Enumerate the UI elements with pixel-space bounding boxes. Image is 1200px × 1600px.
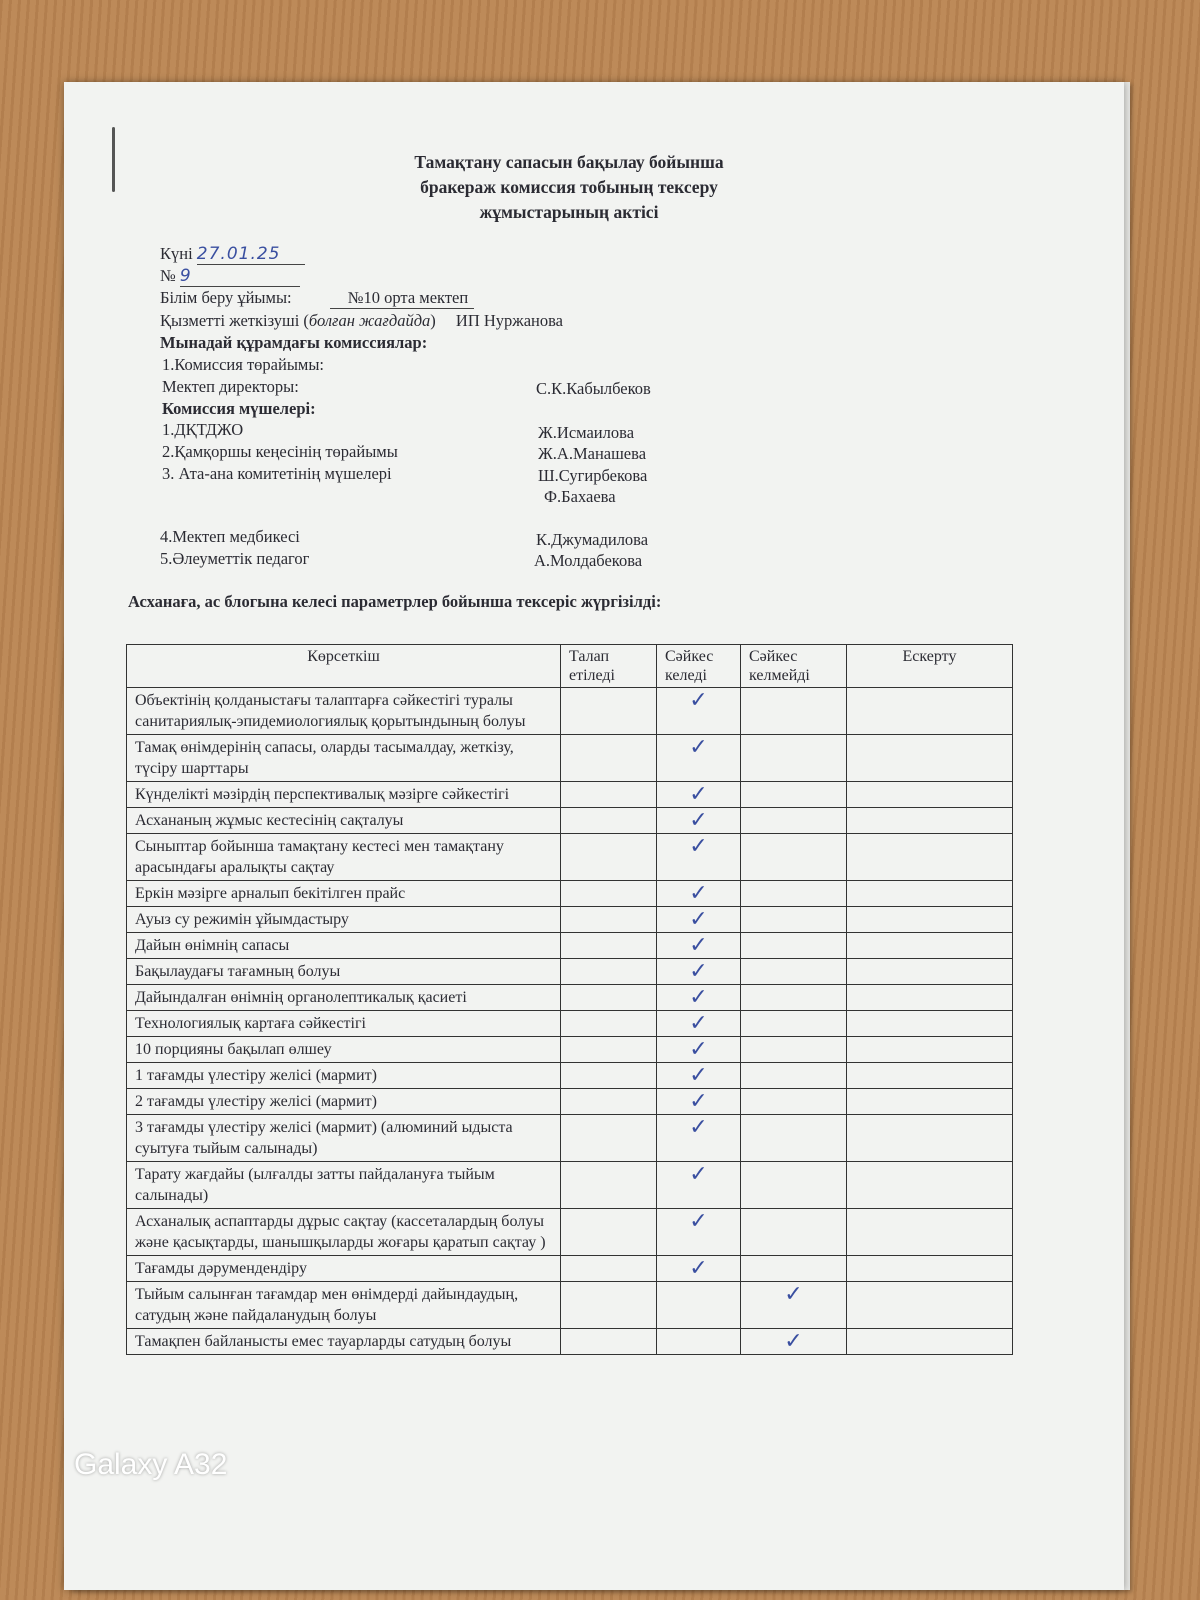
title-line-3: жұмыстарының актісі [479,202,659,222]
note-cell [847,1011,1013,1037]
note-cell [847,808,1013,834]
complies-cell: ✓ [657,1063,741,1089]
complies-cell: ✓ [657,907,741,933]
director-name: С.К.Кабылбеков [536,379,651,398]
indicator-cell: Дайын өнімнің сапасы [127,933,561,959]
not-complies-cell [741,985,847,1011]
date-line [160,244,305,265]
note-cell [847,1115,1013,1162]
table-row [127,688,1013,735]
not-complies-cell [741,1256,847,1282]
header-complies: Сәйкес келеді [657,645,741,688]
required-cell [561,985,657,1011]
required-cell [561,735,657,782]
required-cell [561,1115,657,1162]
document-title [64,150,1074,225]
org-label: Білім беру ұйымы: [160,288,292,307]
header-not-complies: Сәйкес келмейді [741,645,847,688]
note-cell [847,1282,1013,1329]
indicator-cell: 10 порцияны бақылап өлшеу [127,1037,561,1063]
table-row [127,1209,1013,1256]
note-cell [847,907,1013,933]
indicator-cell: Еркін мәзірге арналып бекітілген прайс [127,881,561,907]
complies-cell: ✓ [657,688,741,735]
table-header-row [127,645,1013,688]
not-complies-cell [741,782,847,808]
complies-cell: ✓ [657,1209,741,1256]
table-row [127,933,1013,959]
indicator-cell: Дайындалған өнімнің органолептикалық қасиеті [127,985,561,1011]
table-row [127,985,1013,1011]
camera-watermark: Galaxy A32 [74,1448,228,1481]
header-indicator: Көрсеткіш [127,645,561,688]
not-complies-cell [741,1063,847,1089]
table-row [127,907,1013,933]
not-complies-cell [741,907,847,933]
member-role-2: 2.Қамқоршы кеңесінің төрайымы [162,442,398,461]
indicator-cell: Объектінің қолданыстағы талаптарға сәйкестігі туралы санитариялық-эпидемиологиялық қорытындының болуы [127,688,561,735]
supplier-label-italic: болған жағдайда [308,311,431,330]
table-row [127,1089,1013,1115]
inspection-heading: Асханаға, ас блогына келесі параметрлер бойынша тексеріс жүргізілді: [128,592,662,611]
complies-cell: ✓ [657,1256,741,1282]
note-cell [847,1209,1013,1256]
note-cell [847,959,1013,985]
complies-cell: ✓ [657,1037,741,1063]
note-cell [847,1256,1013,1282]
member-name-4: Ф.Бахаева [544,487,616,506]
member-name-5: К.Джумадилова [536,530,649,549]
indicator-cell: Асхананың жұмыс кестесінің сақталуы [127,808,561,834]
not-complies-cell [741,881,847,907]
required-cell [561,1282,657,1329]
note-cell [847,1037,1013,1063]
org-value: №10 орта мектеп [330,288,474,309]
note-cell [847,933,1013,959]
note-cell [847,735,1013,782]
required-cell [561,907,657,933]
note-cell [847,688,1013,735]
not-complies-cell [741,959,847,985]
required-cell [561,881,657,907]
indicator-cell: 1 тағамды үлестіру желісі (мармит) [127,1063,561,1089]
members-heading: Комиссия мүшелері: [162,399,316,418]
table-row [127,959,1013,985]
table-row [127,1256,1013,1282]
note-cell [847,985,1013,1011]
required-cell [561,1089,657,1115]
table-row [127,834,1013,881]
header-required: Талап етіледі [561,645,657,688]
indicator-cell: 2 тағамды үлестіру желісі (мармит) [127,1089,561,1115]
not-complies-cell [741,735,847,782]
required-cell [561,959,657,985]
not-complies-cell [741,688,847,735]
inspection-table [126,644,1013,1355]
table-row [127,1063,1013,1089]
required-cell [561,1162,657,1209]
indicator-cell: Тағамды дәрумендендіру [127,1256,561,1282]
title-line-2: бракераж комиссия тобының тексеру [420,177,718,197]
required-cell [561,688,657,735]
indicator-cell: 3 тағамды үлестіру желісі (мармит) (алюминий ыдыста суытуға тыйым салынады) [127,1115,561,1162]
note-cell [847,1329,1013,1355]
not-complies-cell [741,933,847,959]
required-cell [561,1329,657,1355]
not-complies-cell [741,1089,847,1115]
title-line-1: Тамақтану сапасын бақылау бойынша [414,152,724,172]
header-note: Ескерту [847,645,1013,688]
chair-label: 1.Комиссия төрайымы: [162,355,325,374]
director-label: Мектеп директоры: [162,377,299,396]
table-row [127,1011,1013,1037]
complies-cell [657,1282,741,1329]
required-cell [561,1209,657,1256]
note-cell [847,1063,1013,1089]
member-role-3: 3. Ата-ана комитетінің мүшелері [162,464,392,483]
not-complies-cell [741,808,847,834]
required-cell [561,1011,657,1037]
note-cell [847,1089,1013,1115]
complies-cell: ✓ [657,933,741,959]
required-cell [561,834,657,881]
table-row [127,1282,1013,1329]
note-cell [847,1162,1013,1209]
number-value: 9 [180,266,300,287]
member-role-5: 4.Мектеп медбикесі [160,527,300,546]
supplier-line [160,311,563,331]
not-complies-cell [741,1037,847,1063]
complies-cell: ✓ [657,1011,741,1037]
indicator-cell: Тыйым салынған тағамдар мен өнімдерді дайындаудың, сатудың және пайдаланудың болуы [127,1282,561,1329]
indicator-cell: Тарату жағдайы (ылғалды затты пайдалануға тыйым салынады) [127,1162,561,1209]
table-row [127,782,1013,808]
number-label: № [160,266,176,285]
number-line [160,266,300,287]
complies-cell: ✓ [657,1115,741,1162]
not-complies-cell [741,1162,847,1209]
member-name-6: А.Молдабекова [534,551,643,570]
complies-cell: ✓ [657,985,741,1011]
indicator-cell: Технологиялық картаға сәйкестігі [127,1011,561,1037]
required-cell [561,1256,657,1282]
indicator-cell: Тамақ өнімдерінің сапасы, оларды тасымалдау, жеткізу, түсіру шарттары [127,735,561,782]
commission-heading: Мынадай құрамдағы комиссиялар: [160,333,428,352]
indicator-cell: Бақылаудағы тағамның болуы [127,959,561,985]
indicator-cell: Асханалық аспаптарды дұрыс сақтау (кассеталардың болуы және қасықтарды, шанышқыларды жоғары қаратып сақтау ) [127,1209,561,1256]
required-cell [561,1063,657,1089]
note-cell [847,834,1013,881]
supplier-value: ИП Нуржанова [455,311,563,330]
required-cell [561,808,657,834]
supplier-label: Қызметті жеткізуші ( [160,311,309,330]
required-cell [561,933,657,959]
not-complies-cell [741,1115,847,1162]
complies-cell: ✓ [657,881,741,907]
date-label: Күні [160,244,193,263]
table-row [127,735,1013,782]
note-cell [847,782,1013,808]
indicator-cell: Күнделікті мәзірдің перспективалық мәзірге сәйкестігі [127,782,561,808]
not-complies-cell: ✓ [741,1329,847,1355]
required-cell [561,782,657,808]
table-row [127,1329,1013,1355]
indicator-cell: Тамақпен байланысты емес тауарларды сатудың болуы [127,1329,561,1355]
table-row [127,1162,1013,1209]
complies-cell: ✓ [657,782,741,808]
table-row [127,1115,1013,1162]
supplier-label-end: ) [430,311,436,330]
complies-cell [657,1329,741,1355]
member-role-6: 5.Әлеуметтік педагог [160,549,310,568]
note-cell [847,881,1013,907]
not-complies-cell: ✓ [741,1282,847,1329]
complies-cell: ✓ [657,808,741,834]
not-complies-cell [741,1209,847,1256]
org-line [160,288,474,309]
complies-cell: ✓ [657,735,741,782]
not-complies-cell [741,834,847,881]
required-cell [561,1037,657,1063]
member-name-1: Ж.Исмаилова [538,423,635,442]
table-row [127,808,1013,834]
indicator-cell: Сыныптар бойынша тамақтану кестесі мен тамақтану арасындағы аралықты сақтау [127,834,561,881]
table-row [127,1037,1013,1063]
not-complies-cell [741,1011,847,1037]
complies-cell: ✓ [657,834,741,881]
member-role-1: 1.ДҚТДЖО [162,420,244,439]
member-name-2: Ж.А.Манашева [538,444,647,463]
member-name-3: Ш.Сугирбекова [538,466,648,485]
indicator-cell: Ауыз су режимін ұйымдастыру [127,907,561,933]
complies-cell: ✓ [657,1089,741,1115]
table-row [127,881,1013,907]
document-sheet [64,82,1124,1590]
complies-cell: ✓ [657,959,741,985]
complies-cell: ✓ [657,1162,741,1209]
date-value: 27.01.25 [197,244,305,265]
